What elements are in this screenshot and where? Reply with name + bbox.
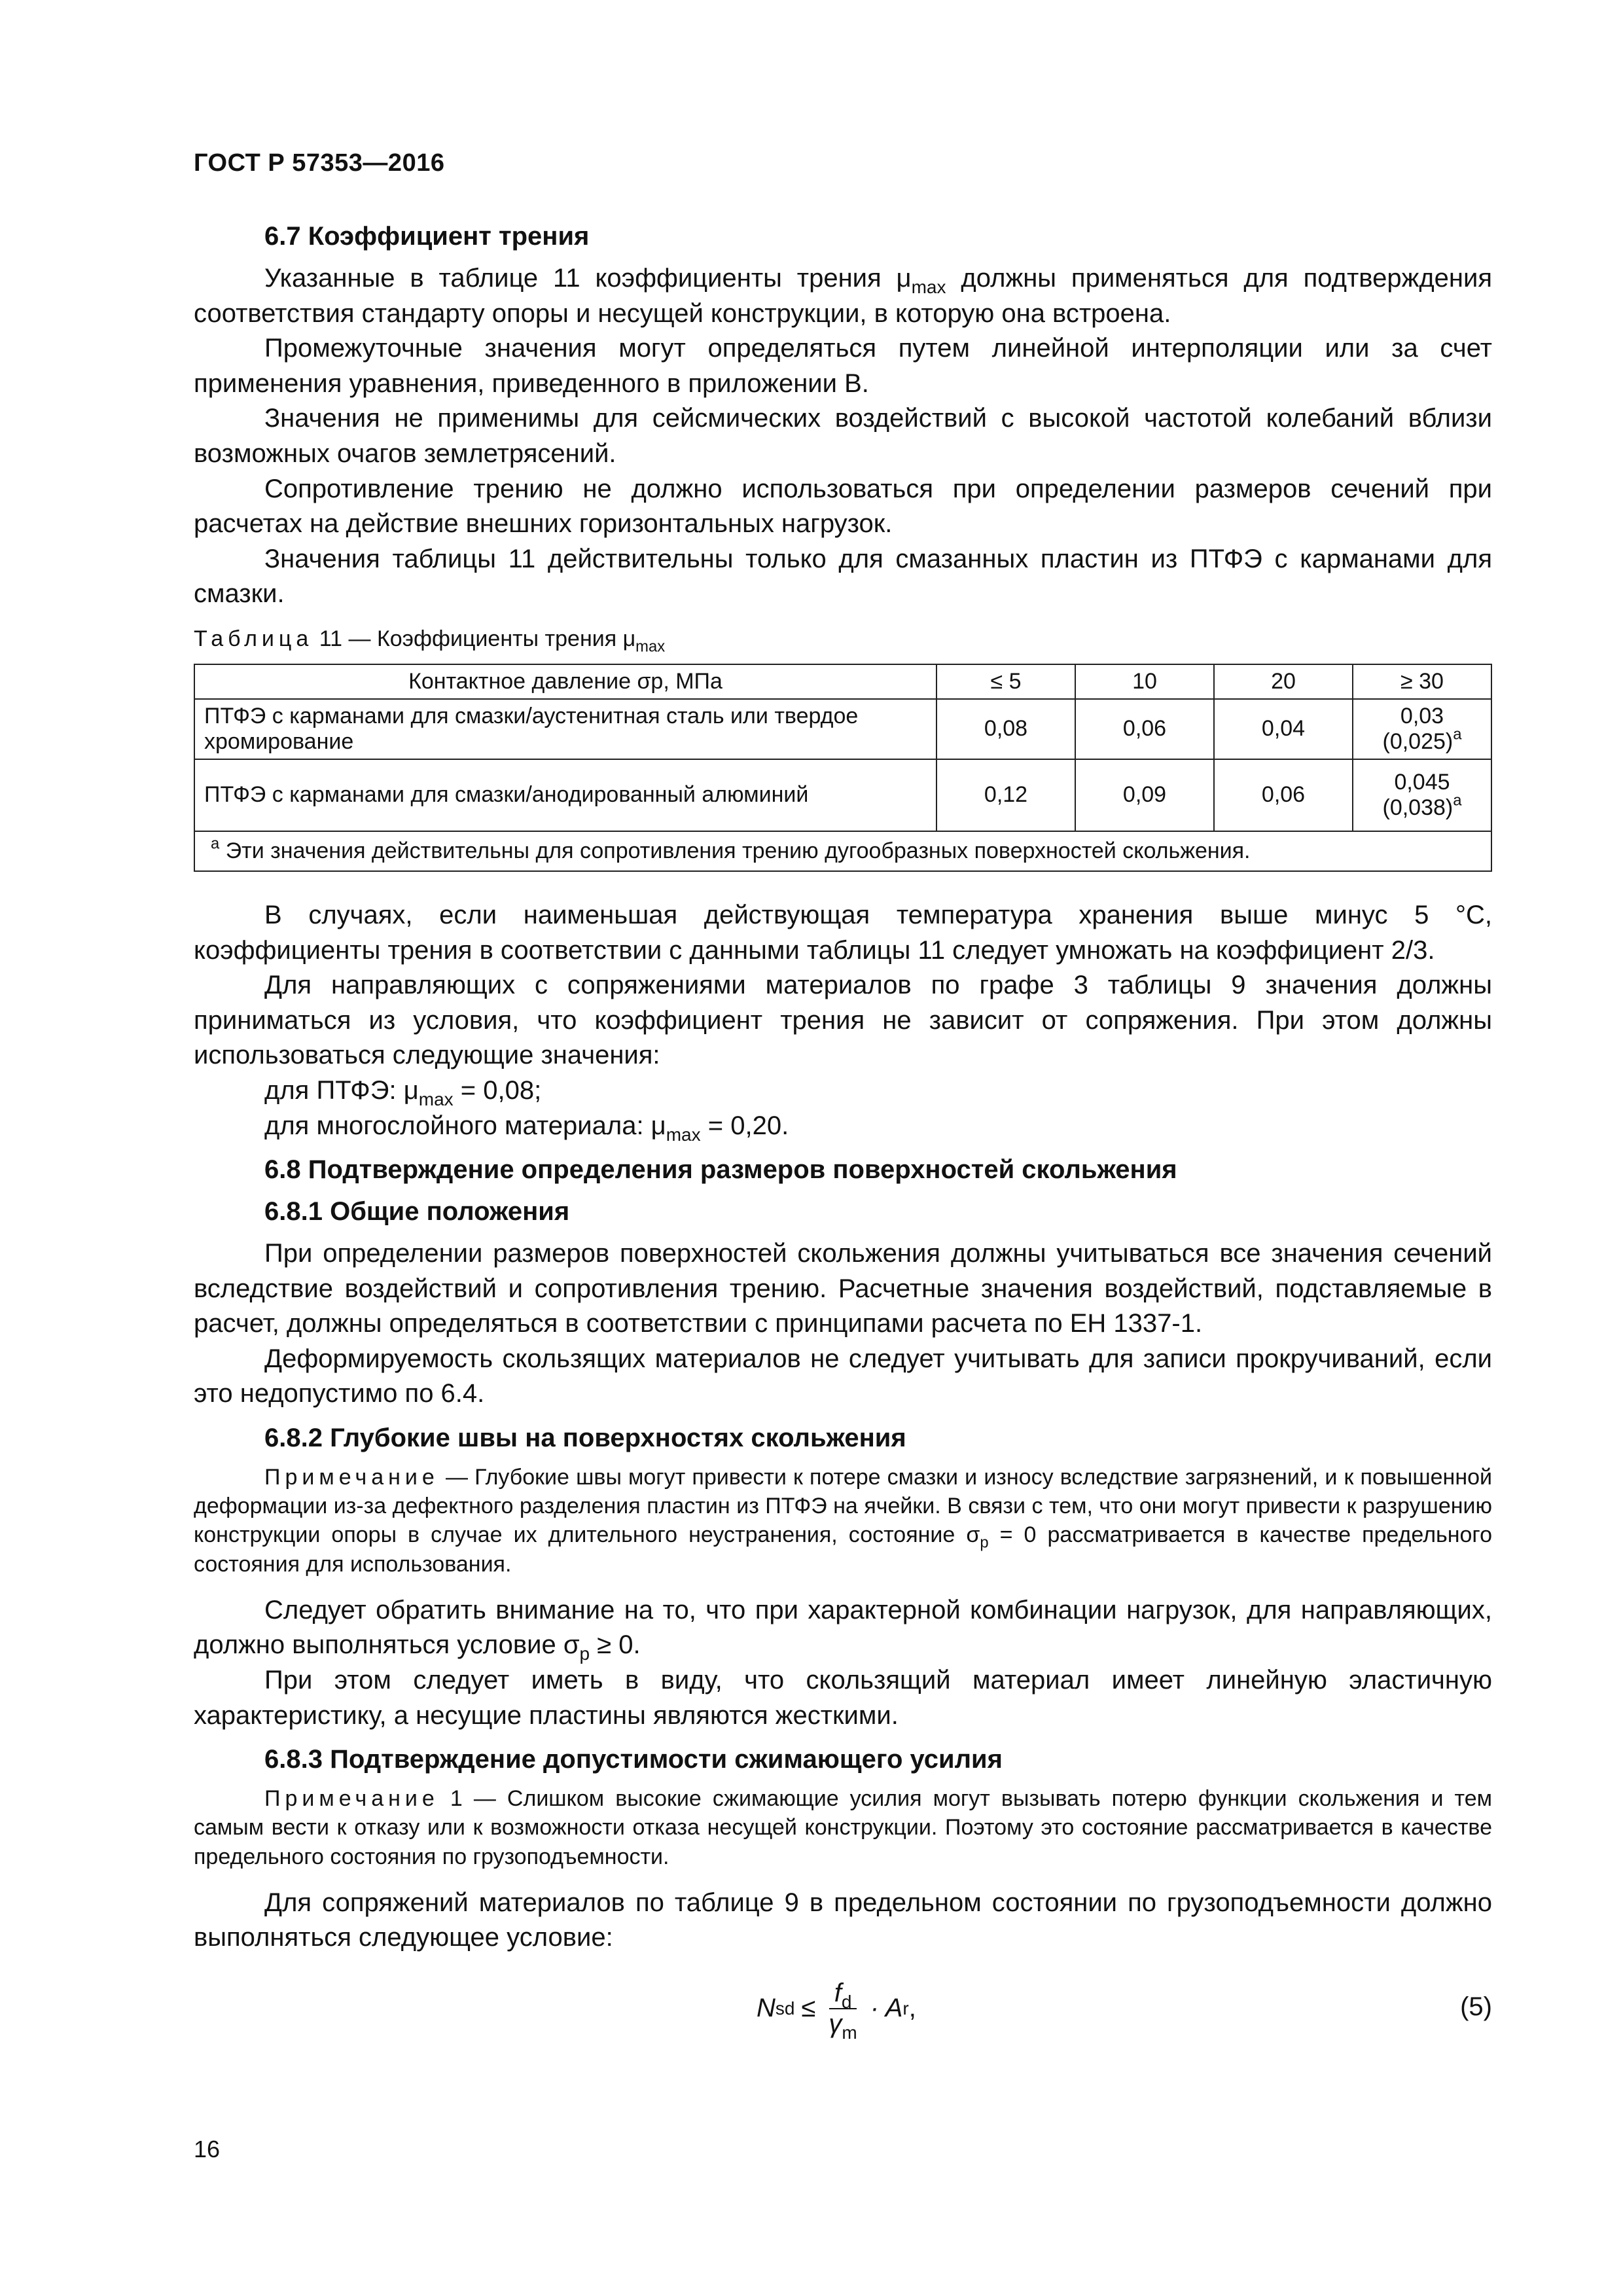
paragraph: Указанные в таблице 11 коэффициенты трения $\mu_{max}$ должны применяться для подтверждения соответствия стандарту опоры и несущей конструкции, в которую она встроена.	[194, 264, 1492, 328]
formula-5	[194, 1973, 1492, 2045]
list-item: для многослойного материала: $\mu_{max} = 0,20$.	[264, 1111, 789, 1145]
list-item: для ПТФЭ: $\mu_{max} = 0,08$;	[264, 1075, 542, 1109]
paragraph: При определении размеров поверхностей скольжения должны учитываться все значения сечений вследствие воздействий и сопротивления трению. Расчетные значения воздействий, подставляемые в расчет, должны определяться в соответствии с принципами расчета по ЕН 1337-1.	[194, 1239, 1492, 1338]
formula-number: (5)	[1460, 1992, 1492, 2021]
table-cell: 0,045 $(0,038)^a$	[1353, 759, 1491, 831]
formula-fraction: $\frac{f_d}{\gamma_m}$	[829, 1978, 857, 2043]
table-header-cell: ≥ 30	[1353, 664, 1491, 699]
note: Примечание — Глубокие швы могут привести к потере смазки и износу вследствие загрязнений, и к повышенной деформации из-за дефектного разделения пластин из ПТФЭ на ячейки. В связи с тем, что они могут привести к разрушению конструкции опоры в случае их длительного неустранения, состояние $\sigma_p = 0$ рассматривается в качестве предельного состояния для использования.	[194, 1465, 1492, 1577]
table-cell: 0,09	[1075, 759, 1214, 831]
formula-expression: N sd ≤ $\frac{f_d}{\gamma_m}$ · A r ,	[757, 1978, 916, 2043]
section-6-8-3-title: 6.8.3 Подтверждение допустимости сжимающего усилия	[264, 1745, 1003, 1774]
table-cell: 0,12	[936, 759, 1075, 831]
paragraph: Следует обратить внимание на то, что при характерной комбинации нагрузок, для направляющих, должно выполняться условие $\sigma_p \ge 0$.	[194, 1595, 1492, 1664]
table-cell-material: ПТФЭ с карманами для смазки/аустенитная сталь или твердое хромирование	[194, 699, 936, 759]
section-6-8-1-title: 6.8.1 Общие положения	[264, 1197, 570, 1227]
table-cell: 0,03 $(0,025)^a$	[1353, 699, 1491, 759]
paragraph: Для сопряжений материалов по таблице 9 в предельном состоянии по грузоподъемности должно выполняться следующее условие:	[194, 1888, 1492, 1952]
page-number: 16	[194, 2136, 221, 2162]
paragraph: При этом следует иметь в виду, что скользящий материал имеет линейную эластичную характеристику, а несущие пластины являются жесткими.	[194, 1666, 1492, 1730]
friction-table	[194, 664, 1492, 872]
table-footnote: $^a$ Эти значения действительны для сопротивления трению дугообразных поверхностей скольжения.	[194, 831, 1491, 871]
table-cell-material: ПТФЭ с карманами для смазки/анодированный алюминий	[194, 759, 936, 831]
table-row	[194, 759, 1491, 831]
paragraph: Для направляющих с сопряжениями материалов по графе 3 таблицы 9 значения должны приниматься из условия, что коэффициент трения не зависит от сопряжения. При этом должны использоваться следующие значения:	[194, 971, 1492, 1070]
page-content	[194, 219, 1492, 2045]
table-header-label: Контактное давление σp, МПа	[194, 664, 936, 699]
table-cell: 0,08	[936, 699, 1075, 759]
table-cell: 0,06	[1214, 759, 1353, 831]
paragraph: Деформируемость скользящих материалов не следует учитывать для записи прокручиваний, если это недопустимо по 6.4.	[194, 1344, 1492, 1408]
document-header: ГОСТ Р 57353—2016	[194, 149, 445, 177]
table-header-cell: ≤ 5	[936, 664, 1075, 699]
section-6-8-2-title: 6.8.2 Глубокие швы на поверхностях скольжения	[264, 1424, 906, 1453]
paragraph: В случаях, если наименьшая действующая температура хранения выше минус 5 °С, коэффициенты трения в соответствии с данными таблицы 11 следует умножать на коэффициент 2/3.	[194, 900, 1492, 965]
paragraph: Значения не применимы для сейсмических воздействий с высокой частотой колебаний вблизи возможных очагов землетрясений.	[194, 404, 1492, 468]
section-6-7-title: 6.7 Коэффициент трения	[264, 222, 590, 251]
section-6-8-title: 6.8 Подтверждение определения размеров поверхностей скольжения	[264, 1155, 1177, 1185]
table-header-cell: 20	[1214, 664, 1353, 699]
table-caption: Таблица 11 — Коэффициенты трения $\mu_{max}$	[194, 626, 666, 656]
table-cell: 0,04	[1214, 699, 1353, 759]
table-header-cell: 10	[1075, 664, 1214, 699]
note: Примечание 1 — Слишком высокие сжимающие усилия могут вызывать потерю функции скольжения и тем самым вести к отказу или к возможности отказа несущей конструкции. Поэтому это состояние рассматривается в качестве предельного состояния по грузоподъемности.	[194, 1786, 1492, 1869]
paragraph: Промежуточные значения могут определяться путем линейной интерполяции или за счет применения уравнения, приведенного в приложении В.	[194, 334, 1492, 398]
paragraph: Сопротивление трению не должно использоваться при определении размеров сечений при расчетах на действие внешних горизонтальных нагрузок.	[194, 474, 1492, 539]
table-row	[194, 699, 1491, 759]
table-cell: 0,06	[1075, 699, 1214, 759]
table-header-row	[194, 664, 1491, 699]
paragraph: Значения таблицы 11 действительны только для смазанных пластин из ПТФЭ с карманами для смазки.	[194, 544, 1492, 609]
table-footnote-row	[194, 831, 1491, 871]
